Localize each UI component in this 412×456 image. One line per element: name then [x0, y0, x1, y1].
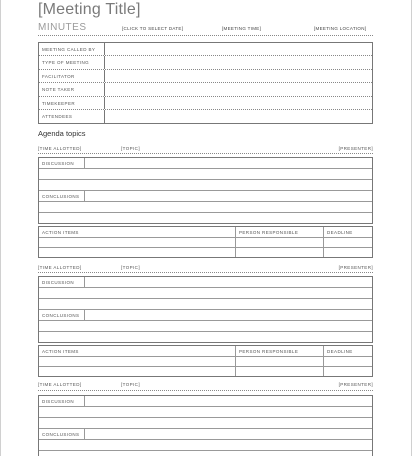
info-value[interactable]	[105, 70, 372, 82]
conclusions-label: CONCLUSIONS	[39, 310, 85, 320]
info-value[interactable]	[105, 110, 372, 123]
meeting-info-table	[38, 42, 373, 124]
presenter-field[interactable]: [PRESENTER]	[338, 146, 373, 151]
discussion-line[interactable]	[39, 299, 372, 310]
topic-field[interactable]: [TOPIC]	[121, 382, 140, 387]
deadline-label: DEADLINE	[327, 349, 353, 354]
presenter-field[interactable]: [PRESENTER]	[338, 382, 373, 387]
info-value[interactable]	[105, 43, 372, 55]
action-item-row[interactable]	[39, 367, 372, 376]
time-allotted-field[interactable]: [TIME ALLOTTED]	[38, 265, 82, 270]
action-items-header	[39, 346, 372, 357]
deadline-label: DEADLINE	[327, 230, 353, 235]
info-value[interactable]	[105, 83, 372, 95]
action-items-box	[38, 226, 373, 258]
info-value[interactable]	[105, 97, 372, 109]
person-responsible-label: PERSON RESPONSIBLE	[236, 346, 324, 356]
conclusions-label: CONCLUSIONS	[39, 429, 85, 439]
discussion-row[interactable]	[39, 158, 372, 169]
info-row-attendees	[39, 110, 372, 123]
info-label: FACILITATOR	[39, 70, 105, 82]
discussion-row[interactable]	[39, 277, 372, 288]
time-allotted-field[interactable]: [TIME ALLOTTED]	[38, 146, 82, 151]
info-label: MEETING CALLED BY	[39, 43, 105, 55]
discussion-line[interactable]	[39, 169, 372, 180]
info-row-timekeeper	[39, 97, 372, 110]
topic-header	[38, 382, 373, 390]
discussion-conclusions-box	[38, 157, 373, 224]
info-label: NOTE TAKER	[39, 83, 105, 95]
conclusions-label: CONCLUSIONS	[39, 191, 85, 201]
meeting-title[interactable]: [Meeting Title]	[38, 1, 141, 18]
meeting-date-field[interactable]: [CLICK TO SELECT DATE]	[122, 26, 184, 31]
discussion-conclusions-box	[38, 276, 373, 343]
topic-divider	[38, 390, 373, 391]
conclusions-line[interactable]	[39, 213, 372, 223]
topic-divider	[38, 272, 373, 273]
discussion-line[interactable]	[39, 418, 372, 429]
agenda-heading: Agenda topics	[38, 129, 86, 138]
topic-divider	[38, 153, 373, 154]
conclusions-row[interactable]	[39, 310, 372, 321]
info-row-note-taker	[39, 83, 372, 96]
info-row-called-by	[39, 43, 372, 56]
action-item-row[interactable]	[39, 238, 372, 248]
action-items-label: ACTION ITEMS	[39, 346, 236, 356]
person-responsible-label: PERSON RESPONSIBLE	[236, 227, 324, 237]
info-value[interactable]	[105, 56, 372, 68]
info-row-type	[39, 56, 372, 69]
header-divider	[38, 35, 373, 36]
discussion-line[interactable]	[39, 288, 372, 299]
discussion-row[interactable]	[39, 396, 372, 407]
topic-field[interactable]: [TOPIC]	[121, 265, 140, 270]
conclusions-line[interactable]	[39, 332, 372, 342]
action-items-box	[38, 345, 373, 377]
conclusions-row[interactable]	[39, 191, 372, 202]
discussion-line[interactable]	[39, 180, 372, 191]
action-item-row[interactable]	[39, 357, 372, 367]
discussion-label: DISCUSSION	[39, 158, 85, 168]
info-label: TIMEKEEPER	[39, 97, 105, 109]
discussion-label: DISCUSSION	[39, 396, 85, 406]
discussion-line[interactable]	[39, 407, 372, 418]
info-row-facilitator	[39, 70, 372, 83]
topic-field[interactable]: [TOPIC]	[121, 146, 140, 151]
meeting-time-field[interactable]: [MEETING TIME]	[222, 26, 262, 31]
minutes-subtitle: MINUTES	[38, 22, 87, 33]
meeting-location-field[interactable]: [MEETING LOCATION]	[314, 26, 367, 31]
action-item-row[interactable]	[39, 248, 372, 257]
action-items-label: ACTION ITEMS	[39, 227, 236, 237]
conclusions-line[interactable]	[39, 321, 372, 332]
info-label: ATTENDEES	[39, 110, 105, 123]
time-allotted-field[interactable]: [TIME ALLOTTED]	[38, 382, 82, 387]
presenter-field[interactable]: [PRESENTER]	[338, 265, 373, 270]
discussion-conclusions-box	[38, 395, 373, 456]
info-label: TYPE OF MEETING	[39, 56, 105, 68]
conclusions-line[interactable]	[39, 451, 372, 456]
conclusions-line[interactable]	[39, 440, 372, 451]
action-items-header	[39, 227, 372, 238]
discussion-label: DISCUSSION	[39, 277, 85, 287]
conclusions-line[interactable]	[39, 202, 372, 213]
conclusions-row[interactable]	[39, 429, 372, 440]
